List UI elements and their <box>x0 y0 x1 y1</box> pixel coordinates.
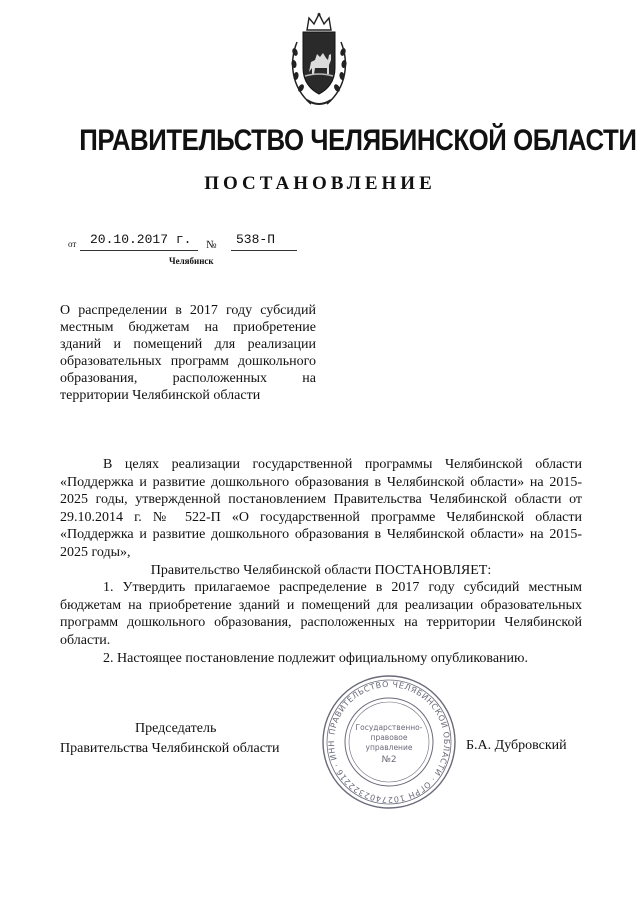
svg-text:№2: №2 <box>381 755 397 765</box>
coat-of-arms-icon <box>287 12 351 112</box>
item-1-paragraph: 1. Утвердить прилагаемое распределение в 2017 году субсидий местным бюджетам на приобретение зданий и помещений для реализации образовательных программ дошкольного образования, расположенных на территории Челябинской области. <box>60 580 582 648</box>
document-date: 20.10.2017 г. <box>90 232 192 247</box>
number-label: № <box>206 239 217 251</box>
signatory-title-line-2: Правительства Челябинской области <box>60 741 280 756</box>
item-2-paragraph: 2. Настоящее постановление подлежит официальному опубликованию. <box>103 650 528 666</box>
svg-text:ПРАВИТЕЛЬСТВО ЧЕЛЯБИНСКОЙ ОБЛА: ПРАВИТЕЛЬСТВО ЧЕЛЯБИНСКОЙ ОБЛАСТИ · ОГРН 1027402322216 · ИНН <box>326 679 452 805</box>
number-underline <box>231 250 297 251</box>
decree-line: Правительство Челябинской области ПОСТАНОВЛЯЕТ: <box>150 562 492 578</box>
svg-text:Государственно-: Государственно- <box>355 723 423 732</box>
signatory-title <box>60 719 280 759</box>
document-subject: О распределении в 2017 году субсидий местным бюджетам на приобретение зданий и помещений для реализации образовательных программ дошкольного образования, расположенных на территории Челябинской области <box>60 303 316 403</box>
document-body <box>60 456 582 667</box>
preamble-paragraph: В целях реализации государственной программы Челябинской области «Поддержка и развитие дошкольного образования в Челябинской области» на 2015-2025 годы, утвержденной постановлением Правительства Челябинской области от 29.10.2014 г. № 522-П «О государственной программе Челябинской области «Поддержка и развитие дошкольного образования в Челябинской области» на 2015-2025 годы», <box>60 457 582 560</box>
document-type: ПОСТАНОВЛЕНИЕ <box>204 173 436 194</box>
signatory-name: Б.А. Дубровский <box>466 738 567 753</box>
city-label: Челябинск <box>169 256 214 266</box>
document-number: 538-П <box>236 232 276 247</box>
government-title: ПРАВИТЕЛЬСТВО ЧЕЛЯБИНСКОЙ ОБЛАСТИ <box>79 124 637 157</box>
svg-text:управление: управление <box>365 743 413 752</box>
official-stamp <box>320 674 458 810</box>
date-underline <box>80 250 198 251</box>
signatory-title-line-1: Председатель <box>135 721 217 736</box>
from-label: от <box>68 239 77 249</box>
svg-text:правовое: правовое <box>370 733 408 742</box>
date-number-row <box>68 230 308 252</box>
